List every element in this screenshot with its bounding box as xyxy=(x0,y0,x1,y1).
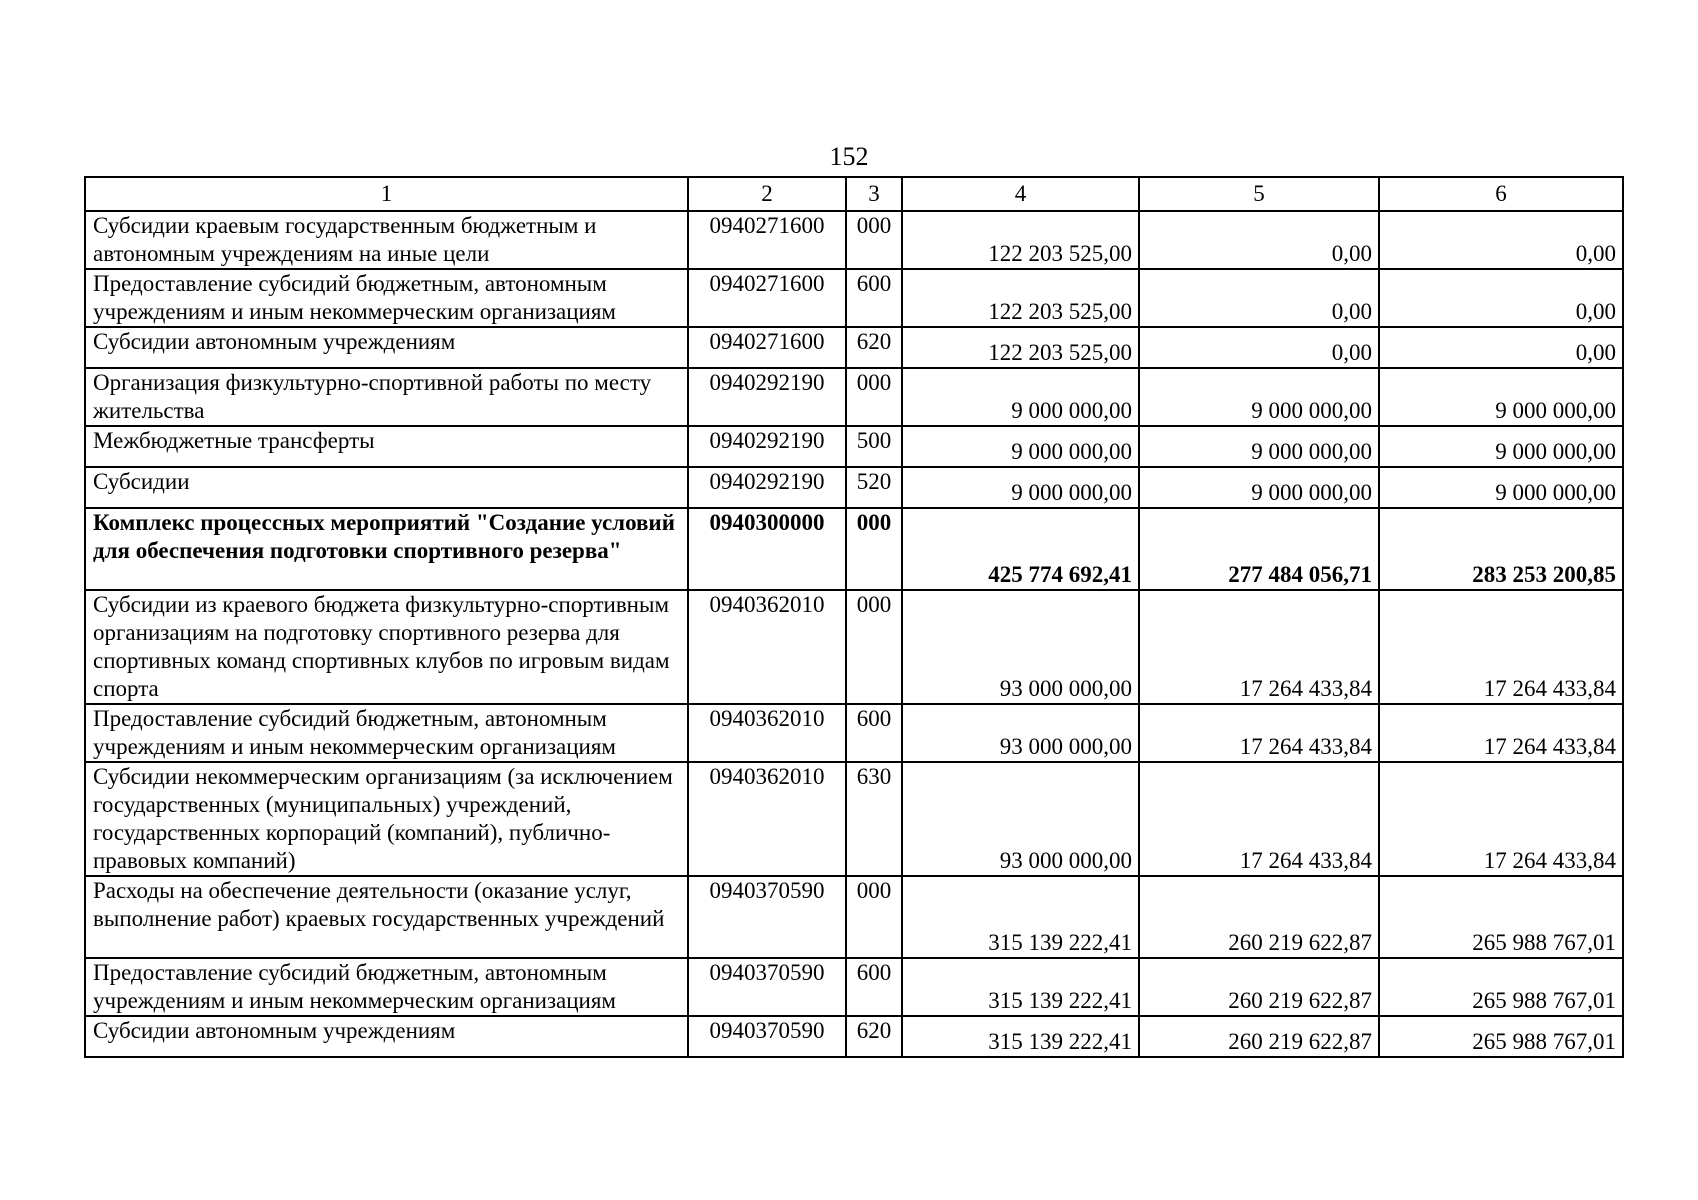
amount-col4-cell: 315 139 222,41 xyxy=(902,1016,1139,1057)
expense-kind-cell: 000 xyxy=(846,508,902,590)
amount-col5-cell: 260 219 622,87 xyxy=(1139,1016,1379,1057)
amount-col6-cell: 9 000 000,00 xyxy=(1379,467,1623,508)
row-name-cell: Субсидии некоммерческим организациям (за исключением государственных (муниципальных) учреждений, государственных корпораций (компаний), публично-правовых компаний) xyxy=(85,762,688,876)
row-name-cell: Субсидии автономным учреждениям xyxy=(85,327,688,368)
target-code-cell: 0940271600 xyxy=(688,327,846,368)
amount-col6-cell: 283 253 200,85 xyxy=(1379,508,1623,590)
amount-col4-cell: 122 203 525,00 xyxy=(902,327,1139,368)
table-header-row xyxy=(85,177,1623,211)
column-header: 6 xyxy=(1379,177,1623,211)
amount-col5-cell: 260 219 622,87 xyxy=(1139,876,1379,958)
amount-col5-cell: 277 484 056,71 xyxy=(1139,508,1379,590)
amount-col4-cell: 93 000 000,00 xyxy=(902,590,1139,704)
row-name-cell: Субсидии из краевого бюджета физкультурно-спортивным организациям на подготовку спортивного резерва для спортивных команд спортивных клубов по игровым видам спорта xyxy=(85,590,688,704)
table-row xyxy=(85,426,1623,467)
target-code-cell: 0940292190 xyxy=(688,467,846,508)
target-code-cell: 0940370590 xyxy=(688,958,846,1016)
target-code-cell: 0940292190 xyxy=(688,368,846,426)
amount-col5-cell: 9 000 000,00 xyxy=(1139,467,1379,508)
expense-kind-cell: 000 xyxy=(846,211,902,269)
column-header: 3 xyxy=(846,177,902,211)
column-header: 4 xyxy=(902,177,1139,211)
amount-col5-cell: 17 264 433,84 xyxy=(1139,704,1379,762)
amount-col6-cell: 17 264 433,84 xyxy=(1379,704,1623,762)
amount-col4-cell: 315 139 222,41 xyxy=(902,958,1139,1016)
table-row xyxy=(85,269,1623,327)
expense-kind-cell: 600 xyxy=(846,958,902,1016)
amount-col4-cell: 122 203 525,00 xyxy=(902,269,1139,327)
table-row xyxy=(85,368,1623,426)
row-name-cell: Предоставление субсидий бюджетным, автономным учреждениям и иным некоммерческим организациям xyxy=(85,704,688,762)
target-code-cell: 0940370590 xyxy=(688,876,846,958)
expense-kind-cell: 000 xyxy=(846,590,902,704)
row-name-cell: Субсидии автономным учреждениям xyxy=(85,1016,688,1057)
column-header: 2 xyxy=(688,177,846,211)
amount-col6-cell: 0,00 xyxy=(1379,269,1623,327)
amount-col5-cell: 0,00 xyxy=(1139,327,1379,368)
row-name-cell: Межбюджетные трансферты xyxy=(85,426,688,467)
target-code-cell: 0940370590 xyxy=(688,1016,846,1057)
budget-table xyxy=(84,176,1624,1058)
amount-col6-cell: 17 264 433,84 xyxy=(1379,762,1623,876)
amount-col6-cell: 265 988 767,01 xyxy=(1379,958,1623,1016)
expense-kind-cell: 000 xyxy=(846,368,902,426)
amount-col4-cell: 425 774 692,41 xyxy=(902,508,1139,590)
target-code-cell: 0940362010 xyxy=(688,762,846,876)
table-row xyxy=(85,762,1623,876)
expense-kind-cell: 000 xyxy=(846,876,902,958)
row-name-cell: Расходы на обеспечение деятельности (оказание услуг, выполнение работ) краевых государственных учреждений xyxy=(85,876,688,958)
amount-col6-cell: 9 000 000,00 xyxy=(1379,368,1623,426)
amount-col6-cell: 9 000 000,00 xyxy=(1379,426,1623,467)
expense-kind-cell: 620 xyxy=(846,327,902,368)
target-code-cell: 0940362010 xyxy=(688,704,846,762)
amount-col5-cell: 17 264 433,84 xyxy=(1139,590,1379,704)
amount-col4-cell: 93 000 000,00 xyxy=(902,704,1139,762)
amount-col5-cell: 0,00 xyxy=(1139,211,1379,269)
amount-col6-cell: 265 988 767,01 xyxy=(1379,876,1623,958)
row-name-cell: Субсидии xyxy=(85,467,688,508)
column-header: 1 xyxy=(85,177,688,211)
expense-kind-cell: 520 xyxy=(846,467,902,508)
amount-col5-cell: 0,00 xyxy=(1139,269,1379,327)
table-row xyxy=(85,958,1623,1016)
expense-kind-cell: 600 xyxy=(846,269,902,327)
amount-col4-cell: 315 139 222,41 xyxy=(902,876,1139,958)
amount-col4-cell: 9 000 000,00 xyxy=(902,426,1139,467)
table-row xyxy=(85,704,1623,762)
row-name-cell: Субсидии краевым государственным бюджетным и автономным учреждениям на иные цели xyxy=(85,211,688,269)
row-name-cell: Предоставление субсидий бюджетным, автономным учреждениям и иным некоммерческим организациям xyxy=(85,269,688,327)
table-row xyxy=(85,211,1623,269)
target-code-cell: 0940271600 xyxy=(688,269,846,327)
expense-kind-cell: 620 xyxy=(846,1016,902,1057)
target-code-cell: 0940300000 xyxy=(688,508,846,590)
amount-col5-cell: 9 000 000,00 xyxy=(1139,426,1379,467)
row-name-cell: Комплекс процессных мероприятий "Создание условий для обеспечения подготовки спортивного резерва" xyxy=(85,508,688,590)
amount-col6-cell: 17 264 433,84 xyxy=(1379,590,1623,704)
target-code-cell: 0940292190 xyxy=(688,426,846,467)
amount-col4-cell: 122 203 525,00 xyxy=(902,211,1139,269)
table-row xyxy=(85,467,1623,508)
amount-col6-cell: 0,00 xyxy=(1379,327,1623,368)
amount-col4-cell: 9 000 000,00 xyxy=(902,368,1139,426)
table-row xyxy=(85,508,1623,590)
amount-col4-cell: 9 000 000,00 xyxy=(902,467,1139,508)
row-name-cell: Организация физкультурно-спортивной работы по месту жительства xyxy=(85,368,688,426)
amount-col5-cell: 17 264 433,84 xyxy=(1139,762,1379,876)
amount-col5-cell: 9 000 000,00 xyxy=(1139,368,1379,426)
column-header: 5 xyxy=(1139,177,1379,211)
expense-kind-cell: 500 xyxy=(846,426,902,467)
row-name-cell: Предоставление субсидий бюджетным, автономным учреждениям и иным некоммерческим организациям xyxy=(85,958,688,1016)
table-row xyxy=(85,590,1623,704)
amount-col5-cell: 260 219 622,87 xyxy=(1139,958,1379,1016)
expense-kind-cell: 630 xyxy=(846,762,902,876)
table-row xyxy=(85,876,1623,958)
table-row xyxy=(85,327,1623,368)
target-code-cell: 0940271600 xyxy=(688,211,846,269)
amount-col6-cell: 265 988 767,01 xyxy=(1379,1016,1623,1057)
table-row xyxy=(85,1016,1623,1057)
page-number: 152 xyxy=(829,142,869,171)
expense-kind-cell: 600 xyxy=(846,704,902,762)
target-code-cell: 0940362010 xyxy=(688,590,846,704)
amount-col4-cell: 93 000 000,00 xyxy=(902,762,1139,876)
amount-col6-cell: 0,00 xyxy=(1379,211,1623,269)
